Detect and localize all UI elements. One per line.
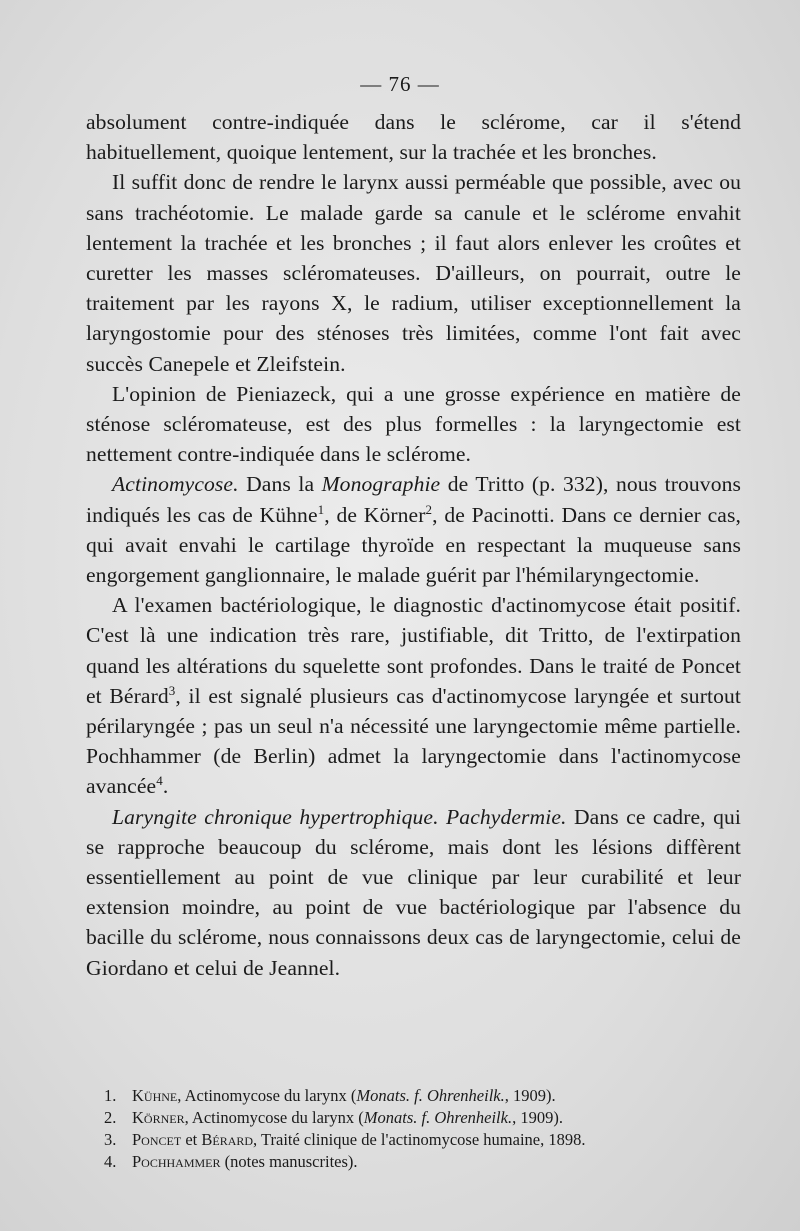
footnote-author: Kühne xyxy=(132,1086,178,1105)
footnote-ref-3[interactable]: 3 xyxy=(168,682,176,698)
paragraph-5 xyxy=(86,590,741,801)
work-title-monographie: Monographie xyxy=(321,472,441,497)
footnote-ref-2[interactable]: 2 xyxy=(425,501,433,517)
footnote-tail: , 1909). xyxy=(504,1086,556,1105)
footnote-text xyxy=(132,1129,586,1151)
footnote-number: 1. xyxy=(104,1086,117,1105)
footnotes xyxy=(104,1085,724,1173)
footnote-author: Körner xyxy=(132,1108,185,1127)
paragraph-5-text-c: . xyxy=(162,774,169,799)
footnote-body: (notes manuscrites). xyxy=(220,1152,358,1171)
paragraph-1: absolument contre-indiquée dans le sclérome, car il s'étend habituellement, quoique lentement, sur la trachée et les bronches. xyxy=(86,110,741,165)
paragraph-2: Il suffit donc de rendre le larynx aussi perméable que possible, avec ou sans trachéotomie. Le malade garde sa canule et le sclérome envahit lentement la trachée et les bronches ; il faut alors enlever les croûtes et curetter les masses scléromateuses. D'ailleurs, on pourrait, outre le traitement par les rayons X, le radium, utiliser exceptionnellement la laryngostomie pour des sténoses très limitées, comme l'ont fait avec succès Canepele et Zleifstein. xyxy=(86,170,741,376)
footnote-3 xyxy=(104,1129,724,1151)
section-heading-actinomycose: Actinomycose. xyxy=(112,472,239,497)
paragraph-6 xyxy=(86,802,741,983)
footnote-text xyxy=(132,1151,358,1173)
footnote-ref-1[interactable]: 1 xyxy=(317,501,325,517)
footnote-conjunction: et xyxy=(181,1130,202,1149)
paragraph-5-text-b: , il est signalé plusieurs cas d'actinomycose laryngée et surtout périlaryngée ; pas un seul n'a nécessité une laryngectomie même partielle. Pochhammer (de Berlin) admet la laryngectomie dans l'actinomycose avancée xyxy=(86,683,741,799)
footnote-number: 4. xyxy=(104,1152,117,1171)
footnote-tail: , 1909). xyxy=(512,1108,563,1127)
paragraph-3: L'opinion de Pieniazeck, qui a une grosse expérience en matière de sténose scléromateuse, est des plus formelles : la laryngectomie est nettement contre-indiquée dans le sclérome. xyxy=(86,381,741,467)
footnote-author: Pochhammer xyxy=(132,1152,221,1171)
footnote-text xyxy=(132,1085,556,1107)
footnote-body: , Traité clinique de l'actinomycose humaine, 1898. xyxy=(253,1130,586,1149)
footnote-body: , Actinomycose du larynx ( xyxy=(184,1108,364,1127)
paragraph-4-text-a: Dans la xyxy=(238,472,322,497)
paragraph-6-text: Dans ce cadre, qui se rapproche beaucoup du sclérome, mais dont les lésions diffèrent essentiellement au point de vue clinique par leur curabilité et leur extension moindre, au point de vue bactériologique par l'absence du bacille du sclérome, nous connaissons deux cas de laryngectomie, celui de Giordano et celui de Jeannel. xyxy=(86,804,741,980)
footnote-author: Poncet xyxy=(132,1130,182,1149)
paragraph-4 xyxy=(86,469,741,590)
paragraph-4-text-b: de Tritto (p. 332), nous trouvons indiqués les cas de Kühne xyxy=(86,472,741,527)
footnote-ref-4[interactable]: 4 xyxy=(156,773,163,789)
footnote-journal: Monats. f. Ohrenheilk. xyxy=(356,1086,505,1105)
section-heading-laryngite: Laryngite chronique hypertrophique. Pachydermie. xyxy=(112,804,567,829)
footnote-4 xyxy=(104,1151,724,1173)
page-number: — 76 — xyxy=(360,72,440,96)
body-text xyxy=(86,107,741,983)
footnote-author: Bérard xyxy=(201,1130,254,1149)
paragraph-5-text-a: A l'examen bactériologique, le diagnostic d'actinomycose était positif. C'est là une indication très rare, justifiable, dit Tritto, de l'extirpation quand les altérations du squelette sont profondes. Dans le traité de Poncet et Bérard xyxy=(86,593,741,708)
footnote-1 xyxy=(104,1085,724,1107)
footnote-number: 3. xyxy=(104,1130,117,1149)
paragraph-4-text-d: , de Pacinotti. Dans ce dernier cas, qui avait envahi le cartilage thyroïde en respectant la muqueuse sans engorgement ganglionnaire, le malade guérit par l'hémilaryngectomie. xyxy=(86,502,741,588)
footnote-journal: Monats. f. Ohrenheilk. xyxy=(363,1108,513,1127)
footnote-number: 2. xyxy=(104,1108,117,1127)
paragraph-4-text-c: , de Körner xyxy=(324,502,426,527)
footnote-body: , Actinomycose du larynx ( xyxy=(177,1086,357,1105)
footnote-text xyxy=(132,1107,563,1129)
footnote-2 xyxy=(104,1107,724,1129)
